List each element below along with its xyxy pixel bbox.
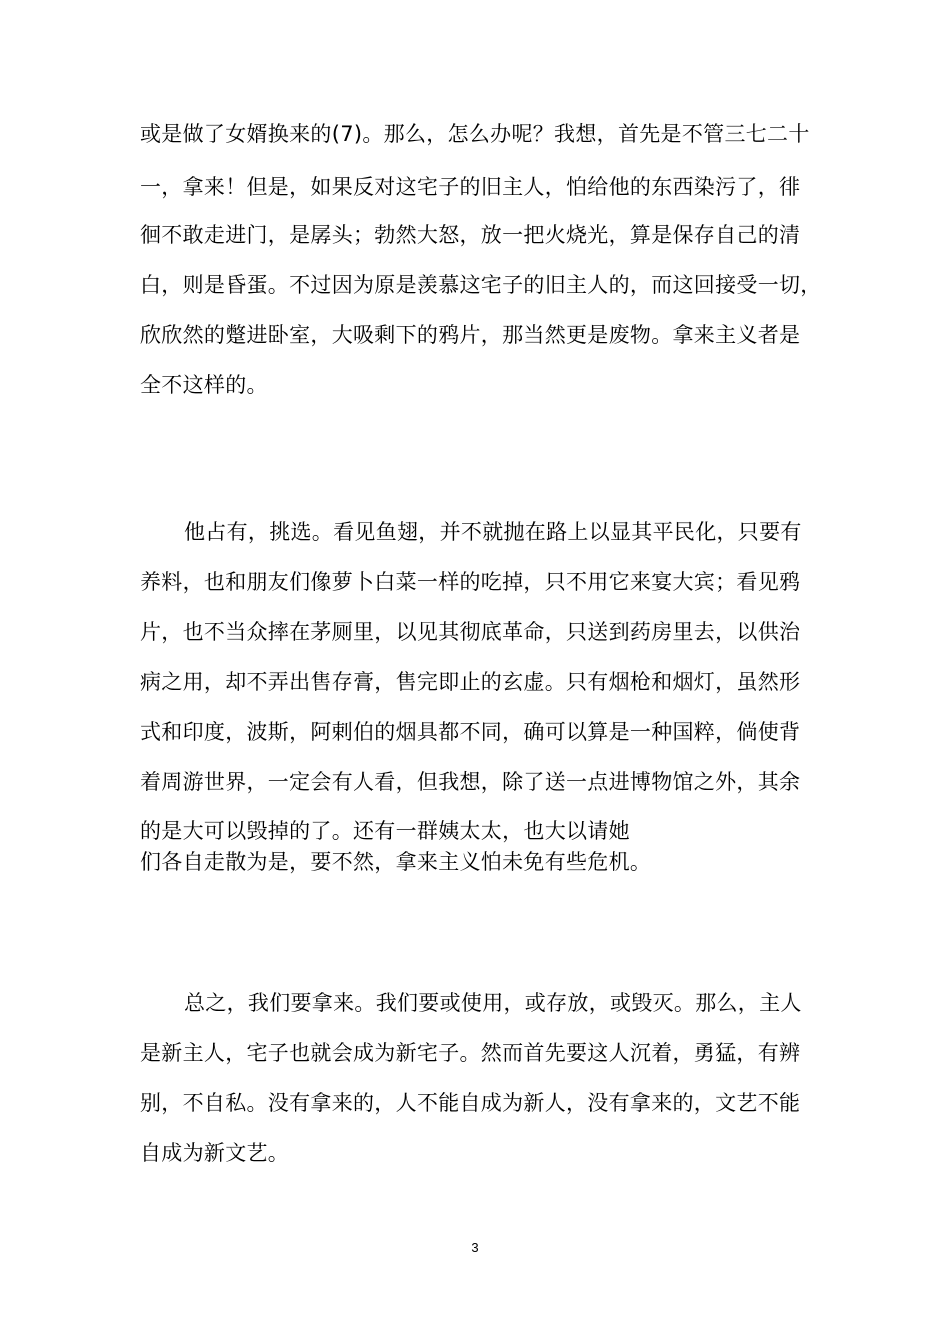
text-line: 徊不敢走进门，是孱头；勃然大怒，放一把火烧光，算是保存自己的清 (140, 223, 801, 247)
text-line: 一，拿来！但是，如果反对这宅子的旧主人，怕给他的东西染污了，徘 (140, 175, 801, 199)
text-line: 全不这样的。 (140, 373, 268, 397)
text-line: 片，也不当众摔在茅厕里，以见其彻底革命，只送到药房里去，以供治 (140, 620, 801, 644)
text-line: 病之用，却不弄出售存膏，售完即止的玄虚。只有烟枪和烟灯，虽然形 (140, 670, 801, 694)
text-line: 他占有，挑选。看见鱼翅，并不就抛在路上以显其平民化，只要有 (184, 520, 802, 544)
page-number: 3 (471, 1240, 479, 1255)
text-line: 的是大可以毁掉的了。还有一群姨太太，也大以请她 (140, 819, 630, 843)
text-line: 欣欣然的蹩进卧室，大吸剩下的鸦片，那当然更是废物。拿来主义者是 (140, 323, 801, 347)
text-line: 着周游世界，一定会有人看，但我想，除了送一点进博物馆之外，其余 (140, 770, 801, 794)
text-line: 们各自走散为是，要不然，拿来主义怕未免有些危机。 (140, 850, 652, 874)
text-line: 自成为新文艺。 (140, 1141, 290, 1165)
text-line: 总之，我们要拿来。我们要或使用，或存放，或毁灭。那么，主人 (184, 991, 802, 1015)
text-line: 是新主人，宅子也就会成为新宅子。然而首先要这人沉着，勇猛，有辨 (140, 1041, 801, 1065)
text-line: 养料，也和朋友们像萝卜白菜一样的吃掉，只不用它来宴大宾；看见鸦 (140, 570, 801, 594)
text-line: 别，不自私。没有拿来的，人不能自成为新人，没有拿来的，文艺不能 (140, 1091, 801, 1115)
text-line: 白，则是昏蛋。不过因为原是羡慕这宅子的旧主人的，而这回接受一切， (140, 273, 822, 297)
text-line: 或是做了女婿换来的(7)。那么，怎么办呢？我想，首先是不管三七二十 (140, 122, 810, 146)
text-line: 式和印度，波斯，阿剌伯的烟具都不同，确可以算是一种国粹，倘使背 (140, 720, 801, 744)
